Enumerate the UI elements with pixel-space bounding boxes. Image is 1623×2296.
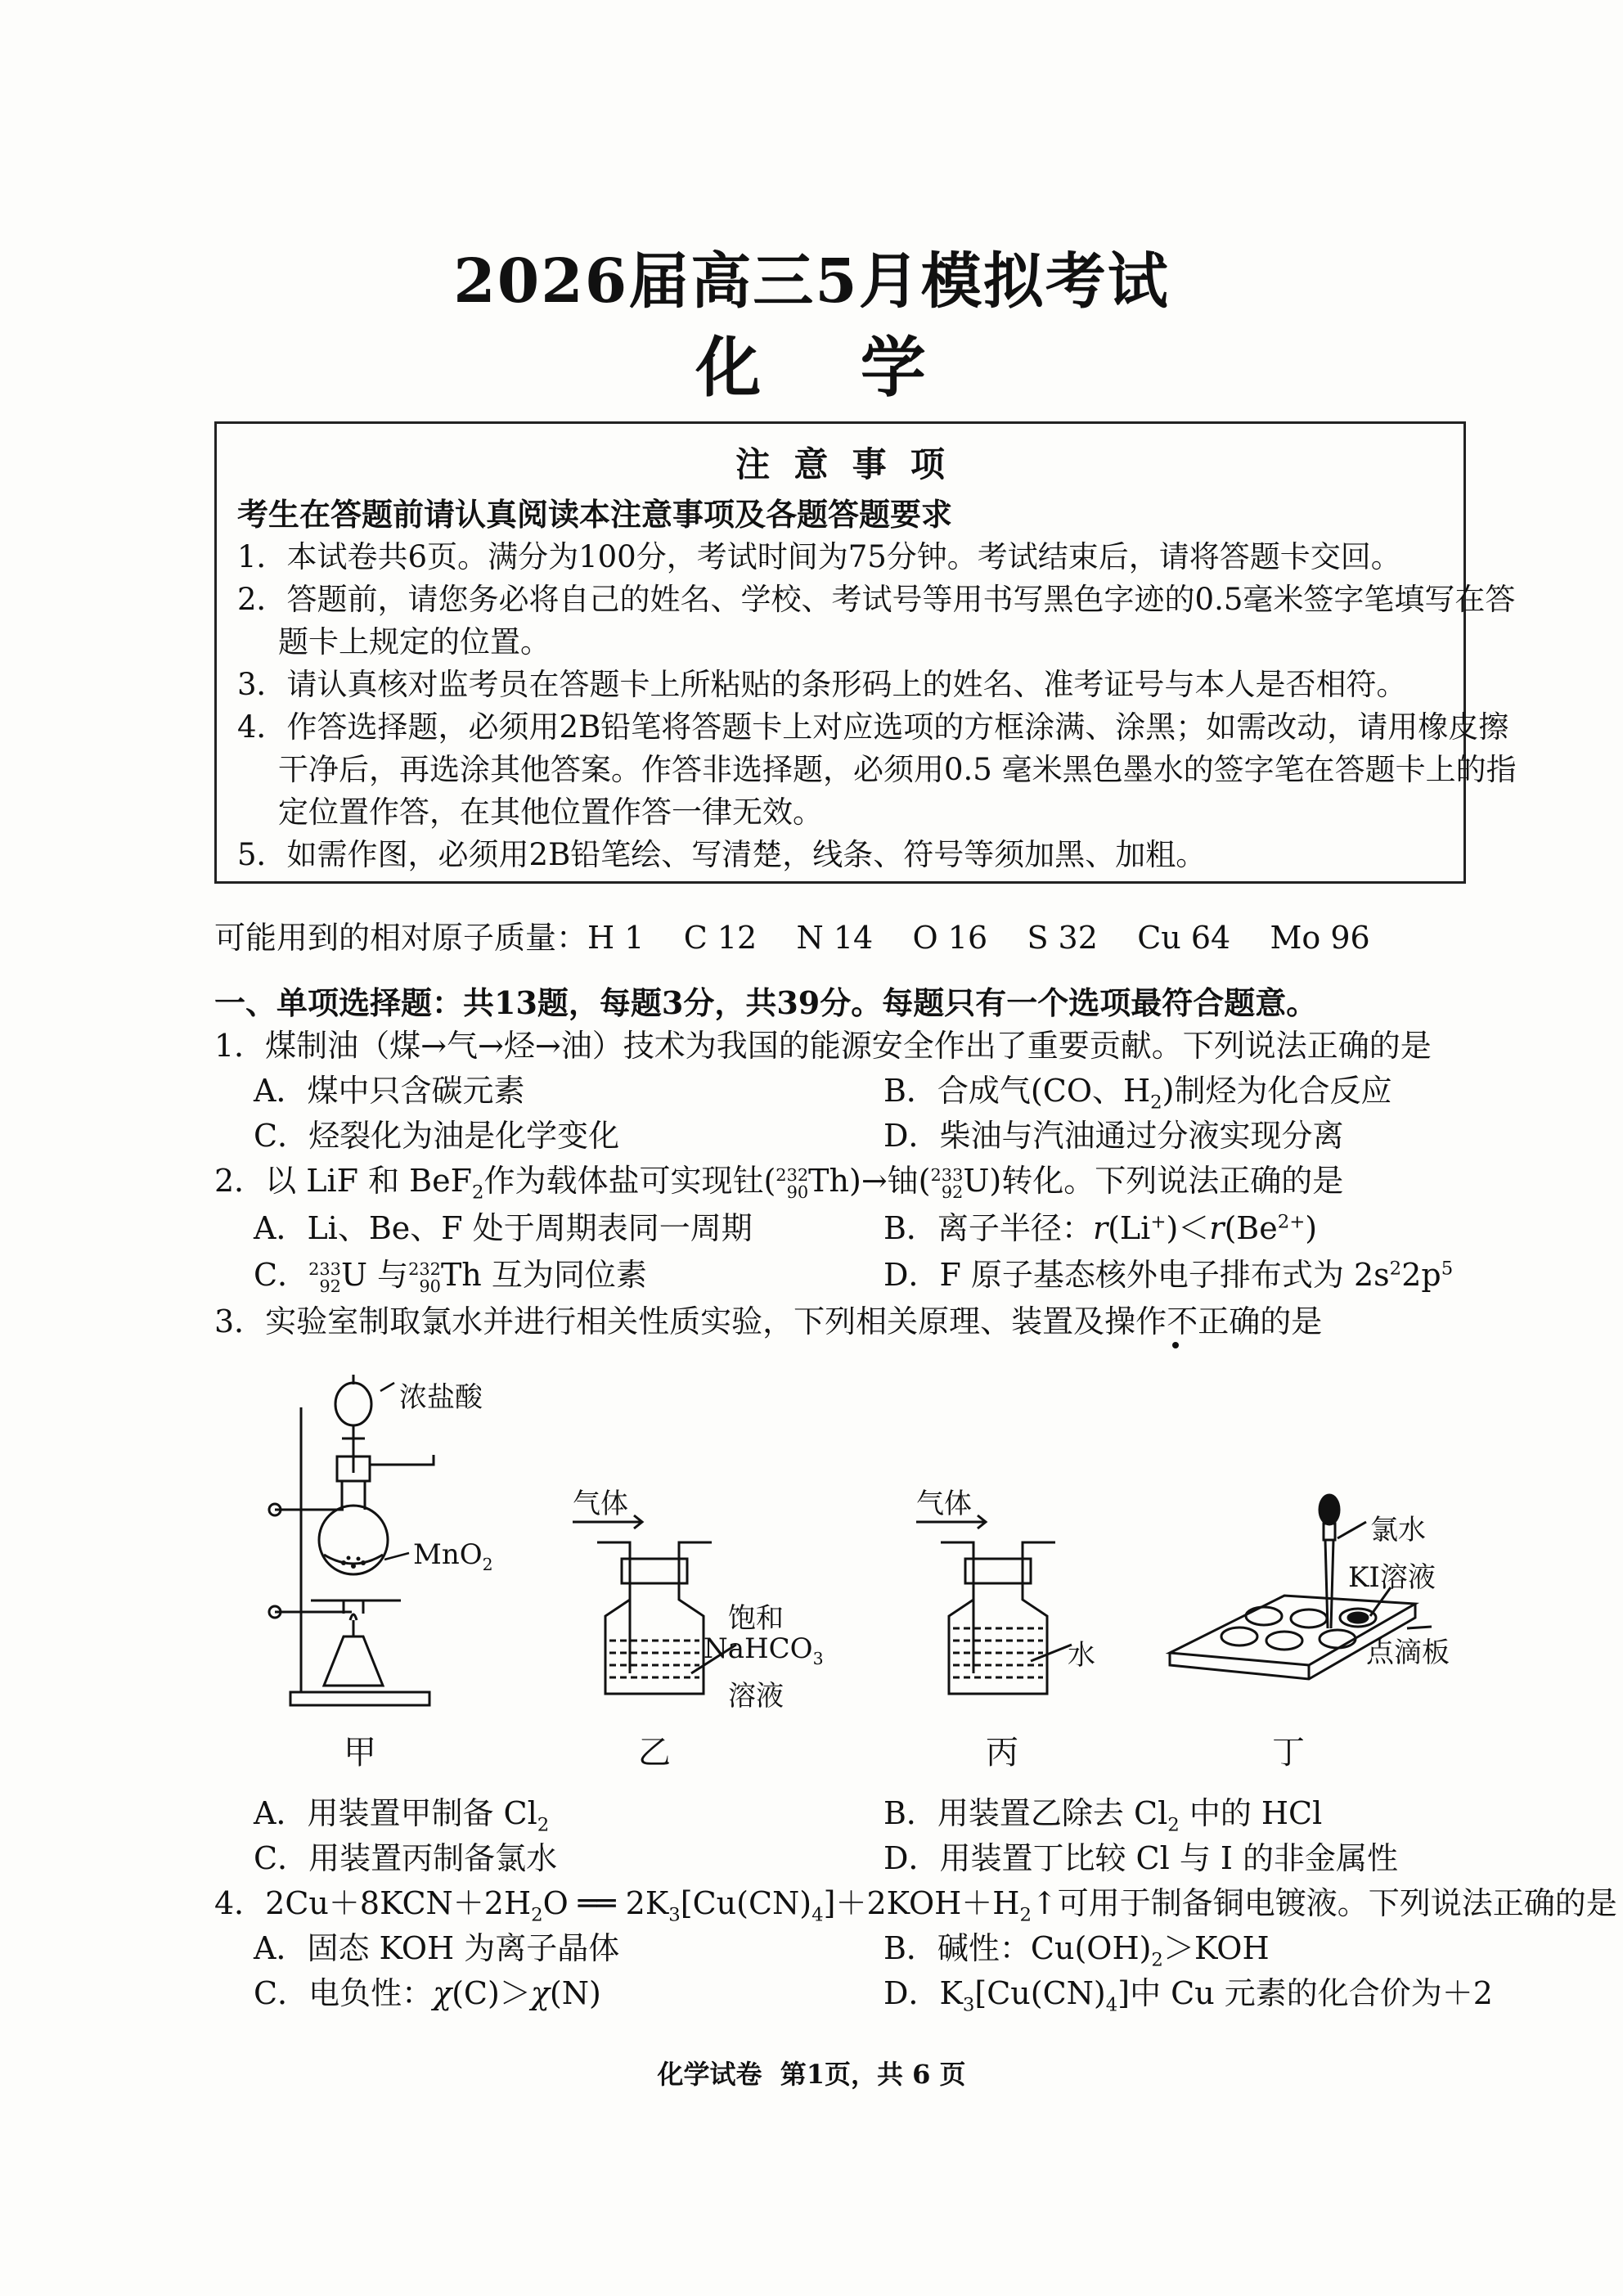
question-4-option-a: A．固态 KOH 为离子晶体 — [254, 1930, 620, 1966]
notice-item: 3．请认真核对监考员在答题卡上所粘贴的条形码上的姓名、准考证号与本人是否相符。 — [237, 667, 1407, 702]
label-nahco3: NaHCO$_3$ — [704, 1632, 824, 1668]
caption-yi: 乙 — [638, 1734, 671, 1772]
question-4-stem: 4．$2Cu+8KCN+2H_2O$ ══ $2K_3[Cu(CN)_4]+2KOH+H_2↑$可用于制备铜电镀液。下列说法正确的是 — [214, 1885, 1617, 1926]
question-4-option-d: D．$K_3[Cu(CN)_4]$中 Cu 元素的化合价为＋2 — [883, 1975, 1493, 2016]
notice-item: 1．本试卷共6页。满分为100分，考试时间为75分钟。考试结束后，请将答题卡交回。 — [237, 539, 1401, 574]
label-conc-hcl: 浓盐酸 — [399, 1381, 483, 1414]
emphasis-dot — [1172, 1342, 1179, 1348]
label-spot-plate: 点滴板 — [1366, 1636, 1450, 1669]
notice-item: 2．答题前，请您务必将自己的姓名、学校、考试号等用书写黑色字迹的0.5毫米签字笔填写在答 — [237, 582, 1516, 617]
caption-bing: 丙 — [986, 1734, 1018, 1772]
question-3-option-a: A．用装置甲制备 $Cl_2$ — [254, 1795, 550, 1836]
caption-jia: 甲 — [344, 1734, 376, 1772]
question-1-option-a: A．煤中只含碳元素 — [254, 1073, 525, 1109]
notice-heading: 注 意 事 项 — [735, 444, 945, 484]
question-2-option-b: B．离子半径：$r(Li^+)<r(Be^{2+})$ — [883, 1210, 1318, 1246]
emphasis-not: 不 — [1167, 1303, 1198, 1339]
label-gas-yi: 气体 — [573, 1488, 628, 1520]
label-solution: 溶液 — [728, 1680, 784, 1713]
notice-item: 干净后，再选涂其他答案。作答非选择题，必须用0.5 毫米黑色墨水的签字笔在答题卡上的指 — [278, 752, 1517, 787]
atomic-masses: 可能用到的相对原子质量：H 1 C 12 N 14 O 16 S 32 Cu 64 Mo 96 — [214, 920, 1370, 956]
exam-title: 2026届高三5月模拟考试 — [453, 246, 1170, 317]
question-4-option-b: B．碱性：$Cu(OH)_2>KOH$ — [883, 1930, 1270, 1971]
notice-item: 定位置作答，在其他位置作答一律无效。 — [278, 795, 823, 830]
label-mno2: MnO$_2$ — [413, 1538, 493, 1574]
label-saturated: 饱和 — [728, 1602, 784, 1635]
question-2-option-a: A．Li、Be、F 处于周期表同一周期 — [254, 1210, 753, 1246]
question-2-option-d: D．F 原子基态核外电子排布式为 $2s^22p^5$ — [883, 1257, 1454, 1293]
label-ki-solution: KI溶液 — [1348, 1561, 1436, 1594]
question-4-option-c: C．电负性：χ(C)＞χ(N) — [254, 1975, 601, 2011]
label-water: 水 — [1068, 1639, 1095, 1672]
notice-item: 5．如需作图，必须用2B铅笔绘、写清楚，线条、符号等须加黑、加粗。 — [237, 837, 1207, 872]
label-chlorine-water: 氯水 — [1370, 1514, 1426, 1546]
question-2-stem: 2．以 LiF 和 BeF$_2$作为载体盐可实现钍(232 90Th)→铀(233 92U)转化。下列说法正确的是 — [214, 1163, 1344, 1204]
question-1-option-b: B．合成气(CO、$H_2$)制烃为化合反应 — [883, 1073, 1392, 1114]
subject-title: 化 学 — [695, 329, 928, 406]
question-1-option-c: C．烃裂化为油是化学变化 — [254, 1118, 620, 1154]
page-footer: 化学试卷 第1页，共 6 页 — [657, 2059, 966, 2090]
label-gas-bing: 气体 — [916, 1488, 972, 1520]
notice-item: 4．作答选择题，必须用2B铅笔将答题卡上对应选项的方框涂满、涂黑；如需改动，请用橡皮擦 — [237, 709, 1509, 745]
question-3-option-c: C．用装置丙制备氯水 — [254, 1840, 558, 1876]
notice-item: 题卡上规定的位置。 — [278, 624, 551, 660]
question-1-stem: 1．煤制油（煤→气→烃→油）技术为我国的能源安全作出了重要贡献。下列说法正确的是 — [214, 1028, 1432, 1064]
question-1-option-d: D．柴油与汽油通过分液实现分离 — [883, 1118, 1344, 1154]
notice-subheading: 考生在答题前请认真阅读本注意事项及各题答题要求 — [237, 496, 953, 533]
question-3-option-d: D．用装置丁比较 Cl 与 I 的非金属性 — [883, 1840, 1399, 1876]
question-3-option-b: B．用装置乙除去 $Cl_2$ 中的 HCl — [883, 1795, 1323, 1836]
question-2-option-c: C．233 92U 与232 90Th 互为同位素 — [254, 1257, 647, 1296]
caption-ding: 丁 — [1272, 1734, 1305, 1772]
question-3-stem: 3．实验室制取氯水并进行相关性质实验，下列相关原理、装置及操作不正确的是 — [214, 1296, 1322, 1341]
apparatus-bing — [908, 1497, 1104, 1710]
section-heading: 一、单项选择题：共13题，每题3分，共39分。每题只有一个选项最符合题意。 — [214, 984, 1318, 1021]
